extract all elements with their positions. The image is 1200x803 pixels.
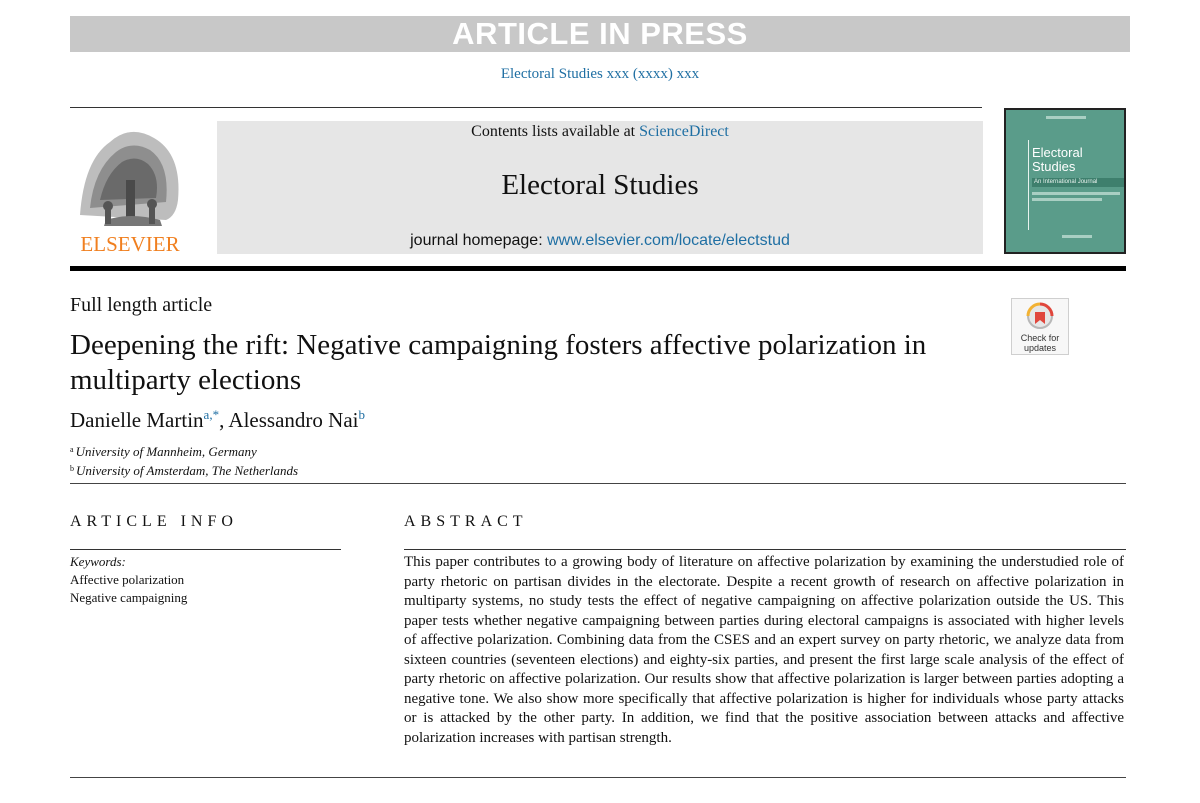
keyword-item[interactable]: Negative campaigning	[70, 590, 188, 605]
keywords-block	[70, 553, 187, 607]
article-info-rule	[70, 549, 341, 550]
keyword-item[interactable]: Affective polarization	[70, 572, 185, 587]
keywords-label: Keywords:	[70, 554, 126, 569]
elsevier-wordmark: ELSEVIER	[80, 232, 180, 256]
author-list	[70, 407, 365, 433]
cover-editor-line	[1032, 192, 1120, 195]
affil-text: University of Amsterdam, The Netherlands	[76, 463, 299, 478]
affil-marker: a	[70, 445, 74, 454]
author-name[interactable]: Danielle Martin	[70, 408, 204, 432]
section-separator	[70, 483, 1126, 484]
contents-available-line	[217, 122, 983, 142]
cover-top-mark	[1046, 116, 1086, 119]
cover-bottom-mark	[1062, 235, 1092, 238]
cover-editor-line-2	[1032, 198, 1102, 201]
cover-title-line2: Studies	[1032, 159, 1076, 174]
abstract-body: This paper contributes to a growing body of literature on affective polarization by examining the understudied role of party rhetoric on partisan divides in the electorate. Despite a recent growth of research on affective polarization in multiparty systems, no study tests the effect of negative campaigning on affective polarization outside the US. This paper tests whether negative campaigning between parties during electoral campaigns is associated with higher levels of affective polarization. Combining data from the CSES and an expert survey on party rhetoric, we analyze data from sixteen countries (seventeen elections) and eighty-six parties, and present the first large scale analysis of the effect of party rhetoric on affective polarization. Our results show that affective polarization is larger between parties adopting a negative tone. We also show more specifically that affective polarization is higher for individuals whose party attacks or is attacked by the other party. In addition, we find that the positive association between attacks and affective polarization increases with partisan strength.	[404, 554, 1124, 746]
affil-marker: b	[70, 464, 74, 473]
article-type: Full length article	[70, 294, 213, 316]
cover-vertical-line	[1028, 140, 1029, 230]
affil-text: University of Mannheim, Germany	[75, 444, 257, 459]
footer-separator	[70, 777, 1126, 778]
abstract-heading: ABSTRACT	[404, 513, 528, 530]
contents-prefix: Contents lists available at	[471, 123, 640, 140]
sciencedirect-link[interactable]: ScienceDirect	[639, 123, 729, 140]
cover-title-line1: Electoral	[1032, 145, 1083, 160]
author-affil-marker[interactable]: b	[358, 407, 365, 422]
affiliation-list	[70, 441, 298, 479]
elsevier-logo	[70, 120, 190, 258]
author-name[interactable]: Alessandro Nai	[228, 408, 359, 432]
check-updates-label: Check for updates	[1020, 333, 1060, 353]
homepage-link[interactable]: www.elsevier.com/locate/electstud	[547, 232, 790, 249]
affiliation-item	[70, 460, 298, 479]
elsevier-tree-icon	[70, 120, 190, 258]
article-in-press-banner: ARTICLE IN PRESS	[70, 16, 1130, 52]
abstract-rule	[404, 549, 1126, 550]
author-separator: ,	[219, 408, 229, 432]
journal-cover-thumbnail[interactable]	[1004, 108, 1126, 254]
cover-title	[1032, 146, 1124, 174]
journal-title: Electoral Studies	[501, 169, 699, 201]
journal-header-box	[217, 121, 983, 254]
article-title: Deepening the rift: Negative campaigning fosters affective polarization in multiparty elections	[70, 329, 927, 396]
journal-reference[interactable]: Electoral Studies xxx (xxxx) xxx	[500, 66, 700, 82]
article-info-heading: ARTICLE INFO	[70, 513, 238, 530]
affiliation-item	[70, 441, 298, 460]
journal-homepage-line	[217, 232, 983, 250]
header-bottom-rule	[70, 266, 1126, 271]
author-affil-marker[interactable]: a,*	[203, 407, 220, 422]
check-updates-icon	[1025, 302, 1055, 334]
header-top-rule	[70, 107, 982, 108]
homepage-prefix: journal homepage:	[410, 232, 548, 249]
cover-subtitle: An International Journal	[1032, 178, 1124, 187]
check-for-updates-badge[interactable]	[1011, 298, 1069, 355]
